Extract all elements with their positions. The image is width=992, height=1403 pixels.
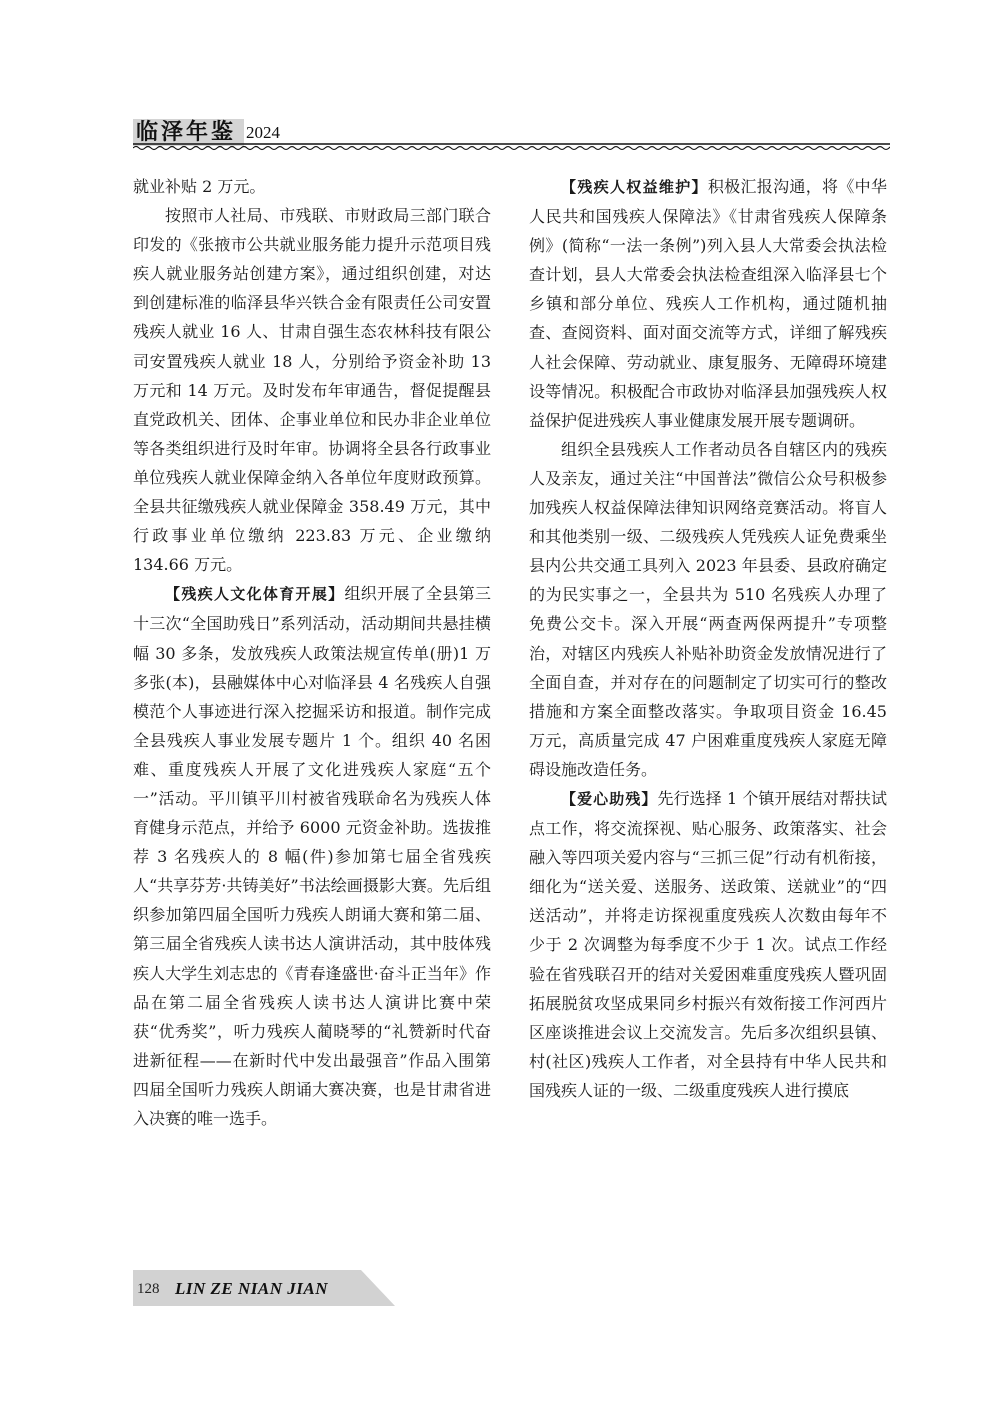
section-heading-culture-sports: 【残疾人文化体育开展】 <box>165 585 345 604</box>
section-culture-sports <box>133 579 491 1133</box>
section-body-caring-assistance: 先行选择 1 个镇开展结对帮扶试点工作，将交流探视、贴心服务、政策落实、社会融入等四项关爱内容与“三抓三促”行动有机衔接，细化为“送关爱、送服务、送政策、送就业”的“四送活动”，并将走访探视重度残疾人次数由每年不少于 2 次调整为每季度不少于 1 次。试点工作经验在省残联召开的结对关爱困难重度残疾人暨巩固拓展脱贫攻坚成果同乡村振兴有效衔接工作河西片区座谈推进会议上交流发言。先后多次组织县镇、村(社区)残疾人工作者，对全县持有中华人民共和国残疾人证的一级、二级重度残疾人进行摸底 <box>529 788 887 1100</box>
left-column <box>133 172 491 1133</box>
right-column <box>529 172 887 1105</box>
section-caring-assistance <box>529 784 887 1105</box>
paragraph-legal-knowledge: 组织全县残疾人工作者动员各自辖区内的残疾人及亲友，通过关注“中国普法”微信公众号积极参加残疾人权益保障法律知识网络竞赛活动。将盲人和其他类别一级、二级残疾人凭残疾人证免费乘坐县内公共交通工具列入 2023 年县委、县政府确定的为民实事之一，全县共为 510 名残疾人办理了免费公交卡。深入开展“两查两保两提升”专项整治，对辖区内残疾人补贴补助资金发放情况进行了全面自查，并对存在的问题制定了切实可行的整改措施和方案全面整改落实。争取项目资金 16.45 万元，高质量完成 47 户困难重度残疾人家庭无障碍设施改造任务。 <box>529 439 887 779</box>
paragraph-employment-subsidy-tail: 就业补贴 2 万元。 <box>133 177 266 196</box>
section-body-rights-protection: 积极汇报沟通，将《中华人民共和国残疾人保障法》《甘肃省残疾人保障条例》(简称“一法一条例”)列入县人大常委会执法检查计划，县人大常委会执法检查组深入临泽县七个乡镇和部分单位、残疾人工作机构，通过随机抽查、查阅资料、面对面交流等方式，详细了解残疾人社会保障、劳动就业、康复服务、无障碍环境建设等情况。积极配合市政协对临泽县加强残疾人权益保护促进残疾人事业健康发展开展专题调研。 <box>529 177 887 430</box>
yearbook-year: 2024 <box>246 123 280 142</box>
section-rights-protection <box>529 172 887 435</box>
running-header <box>133 117 890 151</box>
header-wavy-rule <box>133 142 890 151</box>
section-heading-rights-protection: 【残疾人权益维护】 <box>561 178 708 196</box>
yearbook-title: 临泽年鉴 <box>133 119 244 146</box>
paragraph-employment-service: 按照市人社局、市残联、市财政局三部门联合印发的《张掖市公共就业服务能力提升示范项目残疾人就业服务站创建方案》，通过组织创建，对达到创建标准的临泽县华兴铁合金有限责任公司安置残疾人就业 16 人、甘肃自强生态农林科技有限公司安置残疾人就业 18 人，分别给予资金补助 13 万元和 14 万元。及时发布年审通告，督促提醒县直党政机关、团体、企事业单位和民办非企业单位等各类组织进行及时年审。协调将全县各行政事业单位残疾人就业保障金纳入各单位年度财政预算。全县共征缴残疾人就业保障金 358.49 万元，其中行政事业单位缴纳 223.83 万元、企业缴纳 134.66 万元。 <box>133 206 491 575</box>
footer-brand: LIN ZE NIAN JIAN <box>175 1279 328 1298</box>
section-heading-caring-assistance: 【爱心助残】 <box>561 789 658 808</box>
section-body-culture-sports: 组织开展了全县第三十三次“全国助残日”系列活动，活动期间共悬挂横幅 30 多条，发放残疾人政策法规宣传单(册)1 万多张(本)，县融媒体中心对临泽县 4 名残疾人自强模范个人事迹进行深入挖掘采访和报道。制作完成全县残疾人事业发展专题片 1 个。组织 40 名困难、重度残疾人开展了文化进残疾人家庭“五个一”活动。平川镇平川村被省残联命名为残疾人体育健身示范点，并给予 6000 元资金补助。选拔推荐 3 名残疾人的 8 幅(件)参加第七届全省残疾人“共享芬芳·共铸美好”书法绘画摄影大赛。先后组织参加第四届全国听力残疾人朗诵大赛和第二届、第三届全省残疾人读书达人演讲活动，其中肢体残疾人大学生刘志忠的《青春逢盛世·奋斗正当年》作品在第二届全省残疾人读书达人演讲比赛中荣获“优秀奖”，听力残疾人蔺晓琴的“礼赞新时代奋进新征程——在新时代中发出最强音”作品入围第四届全国听力残疾人朗诵大赛决赛，也是甘肃省进入决赛的唯一选手。 <box>133 584 491 1128</box>
page-number: 128 <box>137 1281 160 1297</box>
running-footer <box>133 1270 398 1308</box>
